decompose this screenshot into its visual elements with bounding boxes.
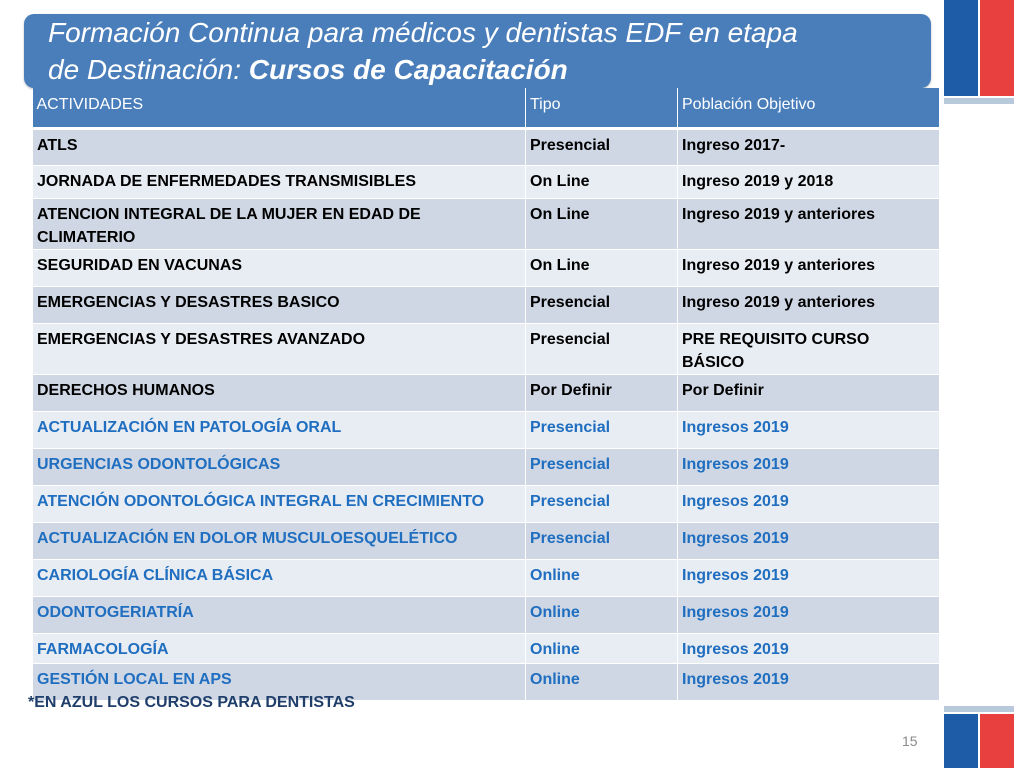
cell-tipo: Online xyxy=(526,560,678,597)
flag-decoration-bottom xyxy=(944,714,1014,768)
table-row xyxy=(33,634,940,664)
cell-actividad: ATENCIÓN ODONTOLÓGICA INTEGRAL EN CRECIMIENTO xyxy=(33,486,526,523)
cell-tipo: Presencial xyxy=(526,449,678,486)
footnote: *EN AZUL LOS CURSOS PARA DENTISTAS xyxy=(28,694,355,711)
cell-actividad: URGENCIAS ODONTOLÓGICAS xyxy=(33,449,526,486)
table-row xyxy=(33,166,940,199)
cell-tipo: Presencial xyxy=(526,412,678,449)
header-tipo: Tipo xyxy=(526,88,678,129)
cell-tipo: Presencial xyxy=(526,523,678,560)
header-actividades: ACTIVIDADES xyxy=(33,88,526,129)
cell-poblacion: Ingreso 2019 y 2018 xyxy=(678,166,940,199)
slide-title xyxy=(48,14,928,88)
cell-actividad: ATLS xyxy=(33,129,526,166)
table-row xyxy=(33,412,940,449)
flag-decoration-top xyxy=(944,0,1014,96)
header-poblacion-objetivo: Población Objetivo xyxy=(678,88,940,129)
title-line2-plain: de Destinación: xyxy=(48,54,249,85)
cell-poblacion: Ingresos 2019 xyxy=(678,597,940,634)
cell-poblacion: Ingresos 2019 xyxy=(678,449,940,486)
flag-underline xyxy=(944,98,1014,104)
title-line2-bold: Cursos de Capacitación xyxy=(248,54,568,85)
cell-tipo: Presencial xyxy=(526,287,678,324)
cell-actividad: GESTIÓN LOCAL EN APS xyxy=(33,664,526,701)
table-row xyxy=(33,250,940,287)
cell-actividad: JORNADA DE ENFERMEDADES TRANSMISIBLES xyxy=(33,166,526,199)
table-row xyxy=(33,287,940,324)
cell-actividad: CARIOLOGÍA CLÍNICA BÁSICA xyxy=(33,560,526,597)
flag-overline xyxy=(944,706,1014,712)
table-row xyxy=(33,129,940,166)
cell-actividad: ATENCION INTEGRAL DE LA MUJER EN EDAD DE CLIMATERIO xyxy=(33,199,526,250)
cell-tipo: Online xyxy=(526,597,678,634)
flag-red-stripe xyxy=(980,0,1014,96)
cell-poblacion: Ingresos 2019 xyxy=(678,523,940,560)
courses-table xyxy=(32,88,940,701)
flag-blue-stripe xyxy=(944,0,978,96)
cell-tipo: Presencial xyxy=(526,324,678,375)
cell-actividad: ACTUALIZACIÓN EN PATOLOGÍA ORAL xyxy=(33,412,526,449)
table-row xyxy=(33,324,940,375)
table-row xyxy=(33,486,940,523)
table-row xyxy=(33,199,940,250)
flag-blue-stripe xyxy=(944,714,978,768)
cell-tipo: On Line xyxy=(526,250,678,287)
table-row xyxy=(33,523,940,560)
title-line1: Formación Continua para médicos y dentistas EDF en etapa xyxy=(48,17,798,48)
table-row xyxy=(33,449,940,486)
cell-poblacion: Por Definir xyxy=(678,375,940,412)
table-row xyxy=(33,597,940,634)
cell-actividad: ACTUALIZACIÓN EN DOLOR MUSCULOESQUELÉTICO xyxy=(33,523,526,560)
cell-actividad: FARMACOLOGÍA xyxy=(33,634,526,664)
cell-poblacion: Ingresos 2019 xyxy=(678,560,940,597)
cell-poblacion: PRE REQUISITO CURSO BÁSICO xyxy=(678,324,940,375)
cell-actividad: EMERGENCIAS Y DESASTRES AVANZADO xyxy=(33,324,526,375)
cell-tipo: On Line xyxy=(526,166,678,199)
cell-actividad: DERECHOS HUMANOS xyxy=(33,375,526,412)
cell-tipo: Por Definir xyxy=(526,375,678,412)
flag-red-stripe xyxy=(980,714,1014,768)
table-header-row xyxy=(33,88,940,129)
cell-tipo: Online xyxy=(526,634,678,664)
cell-tipo: Presencial xyxy=(526,486,678,523)
page-number: 15 xyxy=(902,733,918,749)
cell-actividad: ODONTOGERIATRÍA xyxy=(33,597,526,634)
table-body xyxy=(33,129,940,701)
cell-poblacion: Ingresos 2019 xyxy=(678,664,940,701)
cell-poblacion: Ingreso 2019 y anteriores xyxy=(678,199,940,250)
cell-poblacion: Ingresos 2019 xyxy=(678,634,940,664)
cell-poblacion: Ingresos 2019 xyxy=(678,486,940,523)
table-row xyxy=(33,560,940,597)
cell-tipo: On Line xyxy=(526,199,678,250)
cell-poblacion: Ingreso 2017- xyxy=(678,129,940,166)
cell-poblacion: Ingreso 2019 y anteriores xyxy=(678,250,940,287)
cell-actividad: SEGURIDAD EN VACUNAS xyxy=(33,250,526,287)
table-row xyxy=(33,375,940,412)
cell-poblacion: Ingreso 2019 y anteriores xyxy=(678,287,940,324)
cell-actividad: EMERGENCIAS Y DESASTRES BASICO xyxy=(33,287,526,324)
cell-tipo: Presencial xyxy=(526,129,678,166)
cell-poblacion: Ingresos 2019 xyxy=(678,412,940,449)
cell-tipo: Online xyxy=(526,664,678,701)
